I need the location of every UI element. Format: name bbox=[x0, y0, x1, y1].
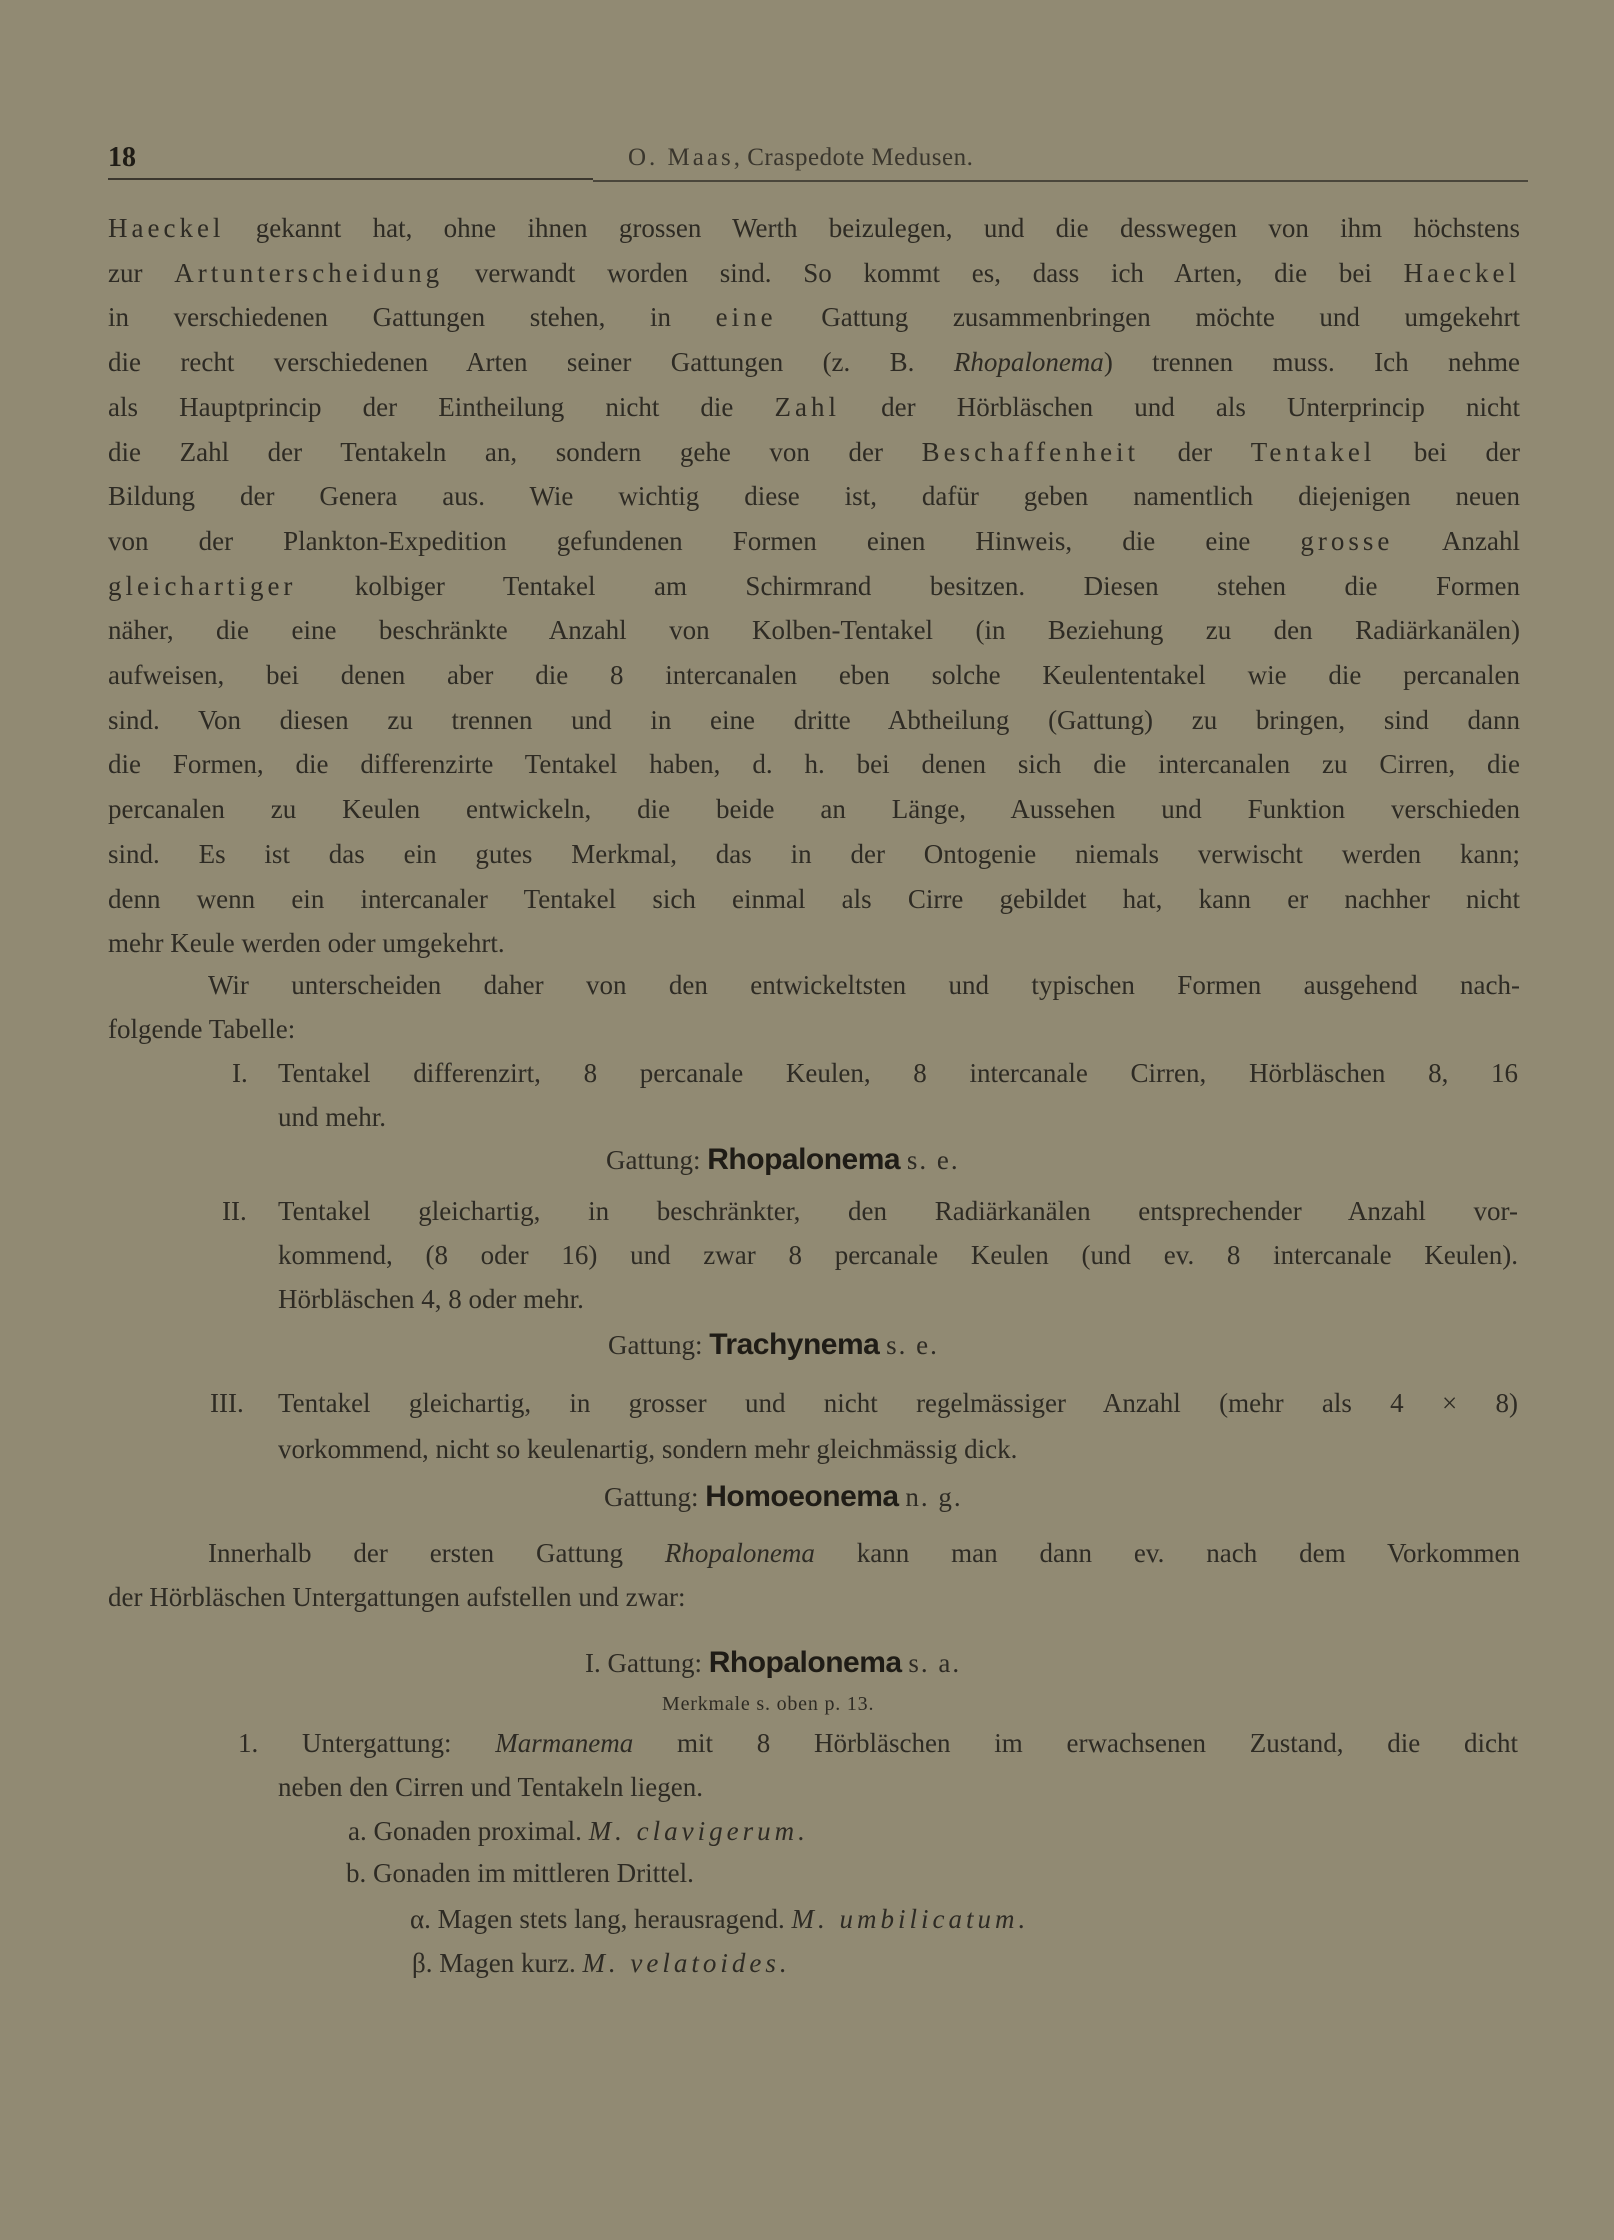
text-fragment: die Formen, die differenzirte Tentakel haben, d. h. bei denen sich die intercanalen zu Cirren, die bbox=[108, 749, 1520, 780]
text-fragment: denn wenn ein intercanaler Tentakel sich einmal als Cirre gebildet hat, kann er nachher nicht bbox=[108, 883, 1520, 914]
subgenus-item-a bbox=[348, 1816, 809, 1847]
paragraph-line bbox=[108, 385, 1520, 430]
header-rule-left bbox=[108, 178, 593, 180]
text-fragment: kolbiger Tentakel am Schirmrand besitzen. Diesen stehen die Formen bbox=[296, 570, 1520, 601]
paragraph-line bbox=[108, 206, 1520, 251]
paragraph-line bbox=[108, 340, 1520, 385]
paragraph-table-intro-line1: Wir unterscheiden daher von den entwickeltsten und typischen Formen ausgehend nach- bbox=[208, 970, 1520, 1000]
text-fragment: mit 8 Hörbläschen im erwachsenen Zustand, die dicht bbox=[633, 1728, 1518, 1758]
genus-name: Rhopalonema bbox=[707, 1143, 901, 1176]
subgenus-italic: Marmanema bbox=[495, 1728, 634, 1758]
text-fragment: Bildung der Genera aus. Wie wichtig diese ist, dafür geben namentlich diejenigen neuen bbox=[108, 481, 1520, 512]
page-header bbox=[108, 142, 1528, 182]
text-fragment: gleichartiger bbox=[108, 570, 297, 601]
text-fragment: Tentakel bbox=[1250, 436, 1376, 467]
paragraph-line bbox=[108, 251, 1520, 296]
genus-prefix: Gattung: bbox=[606, 1145, 701, 1175]
genus-suffix: n. g. bbox=[905, 1482, 963, 1512]
heading-genus: Rhopalonema bbox=[708, 1646, 902, 1679]
text-fragment: Haeckel bbox=[1403, 257, 1520, 288]
table-item-1-line2: und mehr. bbox=[278, 1102, 386, 1132]
text-fragment: der Hörbläschen und als Unterprincip nicht bbox=[840, 391, 1521, 422]
page-number: 18 bbox=[108, 142, 136, 173]
text-fragment: der bbox=[1139, 436, 1251, 467]
text-fragment: als Hauptprincip der Eintheilung nicht die bbox=[108, 391, 775, 422]
text-fragment: β. Magen kurz. bbox=[412, 1948, 583, 1978]
table-item-2-numeral: II. bbox=[222, 1196, 247, 1226]
table-item-1-numeral: I. bbox=[232, 1058, 248, 1088]
paragraph-line bbox=[108, 921, 1520, 966]
text-fragment: zur bbox=[108, 257, 175, 288]
text-fragment: Gattung zusammenbringen möchte und umgekehrt bbox=[776, 302, 1520, 333]
text-fragment: in verschiedenen Gattungen stehen, in bbox=[108, 302, 716, 333]
text-fragment: Artunterscheidung bbox=[174, 257, 444, 288]
text-fragment: ) trennen muss. Ich nehme bbox=[1103, 347, 1520, 378]
running-head-title: Craspedote Medusen. bbox=[747, 144, 974, 171]
table-item-2-line2: kommend, (8 oder 16) und zwar 8 percanale Keulen (und ev. 8 intercanale Keulen). bbox=[278, 1240, 1518, 1270]
species-italic: M. umbilicatum. bbox=[791, 1904, 1030, 1934]
author-name: O. Maas bbox=[628, 144, 734, 171]
genus-name: Homoeonema bbox=[705, 1480, 899, 1513]
text-fragment: bei der bbox=[1375, 436, 1520, 467]
species-italic: M. clavigerum. bbox=[588, 1816, 809, 1846]
species-italic: M. velatoides. bbox=[582, 1948, 791, 1978]
paragraph-line bbox=[108, 430, 1520, 475]
heading-suffix: s. a. bbox=[908, 1648, 962, 1678]
text-fragment: kann man dann ev. nach dem Vorkommen bbox=[814, 1538, 1520, 1568]
subgenus-item-beta bbox=[412, 1948, 791, 1979]
paragraph-line bbox=[108, 877, 1520, 922]
paragraph-line bbox=[108, 698, 1520, 743]
subgenus-item-alpha bbox=[410, 1904, 1029, 1935]
table-item-3-numeral: III. bbox=[210, 1388, 244, 1418]
table-item-3-line1: Tentakel gleichartig, in grosser und nicht regelmässiger Anzahl (mehr als 4 × 8) bbox=[278, 1388, 1518, 1418]
text-fragment: Beschaffenheit bbox=[921, 436, 1140, 467]
subgenus-item-b: b. Gonaden im mittleren Drittel. bbox=[346, 1858, 694, 1888]
text-fragment: Haeckel bbox=[108, 213, 225, 243]
table-item-3-line2: vorkommend, nicht so keulenartig, sondern mehr gleichmässig dick. bbox=[278, 1434, 1018, 1464]
genus-prefix: Gattung: bbox=[608, 1330, 703, 1360]
paragraph-line bbox=[108, 474, 1520, 519]
paragraph-line bbox=[108, 742, 1520, 787]
text-fragment: Innerhalb der ersten Gattung bbox=[208, 1538, 665, 1568]
genus-italic: Rhopalonema bbox=[664, 1538, 815, 1568]
text-fragment: 1. Untergattung: bbox=[238, 1728, 496, 1758]
genus-suffix: s. e. bbox=[886, 1330, 939, 1360]
table-item-3-genus bbox=[604, 1480, 963, 1514]
text-fragment: sind. Von diesen zu trennen und in eine dritte Abtheilung (Gattung) zu bringen, sind dann bbox=[108, 704, 1520, 735]
header-rule-right bbox=[593, 180, 1528, 182]
text-fragment: die Zahl der Tentakeln an, sondern gehe von der bbox=[108, 436, 922, 467]
genus-suffix: s. e. bbox=[906, 1145, 960, 1175]
table-item-1-line1: Tentakel differenzirt, 8 percanale Keulen, 8 intercanale Cirren, Hörbläschen 8, 16 bbox=[278, 1058, 1518, 1088]
paragraph-line bbox=[108, 832, 1520, 877]
text-fragment: eine bbox=[715, 302, 777, 333]
subgenus-1-line2: neben den Cirren und Tentakeln liegen. bbox=[278, 1772, 703, 1802]
subgenera-note: Merkmale s. oben p. 13. bbox=[662, 1693, 875, 1715]
running-head-separator: , bbox=[733, 144, 748, 171]
text-fragment: Anzahl bbox=[1393, 525, 1520, 556]
text-fragment: a. Gonaden proximal. bbox=[348, 1816, 589, 1846]
genus-prefix: Gattung: bbox=[604, 1482, 699, 1512]
text-fragment: von der Plankton-Expedition gefundenen Formen einen Hinweis, die eine bbox=[108, 525, 1301, 556]
table-item-2-genus bbox=[608, 1328, 939, 1362]
text-fragment: percanalen zu Keulen entwickeln, die beide an Länge, Aussehen und Funktion verschieden bbox=[108, 794, 1520, 825]
paragraph-subgenera-intro-line1 bbox=[208, 1538, 1520, 1569]
paragraph-classification bbox=[108, 206, 1520, 966]
subgenera-heading bbox=[585, 1646, 961, 1680]
paragraph-line bbox=[108, 608, 1520, 653]
paragraph-table-intro-line2: folgende Tabelle: bbox=[108, 1014, 296, 1044]
paragraph-subgenera-intro-line2: der Hörbläschen Untergattungen aufstellen und zwar: bbox=[108, 1582, 686, 1612]
text-fragment: Zahl bbox=[774, 391, 841, 422]
heading-prefix: I. Gattung: bbox=[585, 1648, 702, 1678]
subgenus-1-line1 bbox=[238, 1728, 1518, 1759]
paragraph-line bbox=[108, 295, 1520, 340]
text-fragment: α. Magen stets lang, herausragend. bbox=[410, 1904, 792, 1934]
paragraph-line bbox=[108, 787, 1520, 832]
text-fragment: mehr Keule werden oder umgekehrt. bbox=[108, 928, 505, 959]
table-item-2-line1: Tentakel gleichartig, in beschränkter, den Radiärkanälen entsprechender Anzahl vor- bbox=[278, 1196, 1518, 1226]
table-item-1-genus bbox=[606, 1143, 960, 1177]
genus-name: Trachynema bbox=[709, 1328, 880, 1361]
text-fragment: grosse bbox=[1300, 525, 1394, 556]
table-item-2-line3: Hörbläschen 4, 8 oder mehr. bbox=[278, 1284, 584, 1314]
text-fragment: gekannt hat, ohne ihnen grossen Werth beizulegen, und die desswegen von ihm höchstens bbox=[224, 213, 1520, 243]
paragraph-line bbox=[108, 564, 1520, 609]
running-head bbox=[628, 144, 973, 172]
text-fragment: näher, die eine beschränkte Anzahl von Kolben-Tentakel (in Beziehung zu den Radiärkanälen) bbox=[108, 615, 1520, 646]
paragraph-line bbox=[108, 653, 1520, 698]
text-fragment: die recht verschiedenen Arten seiner Gattungen (z. B. bbox=[108, 347, 954, 378]
text-fragment: Rhopalonema bbox=[953, 347, 1104, 378]
paragraph-line bbox=[108, 519, 1520, 564]
text-fragment: verwandt worden sind. So kommt es, dass ich Arten, die bei bbox=[443, 257, 1404, 288]
text-fragment: sind. Es ist das ein gutes Merkmal, das in der Ontogenie niemals verwischt werden kann; bbox=[108, 838, 1520, 869]
text-fragment: aufweisen, bei denen aber die 8 intercanalen eben solche Keulententakel wie die percanalen bbox=[108, 660, 1520, 691]
